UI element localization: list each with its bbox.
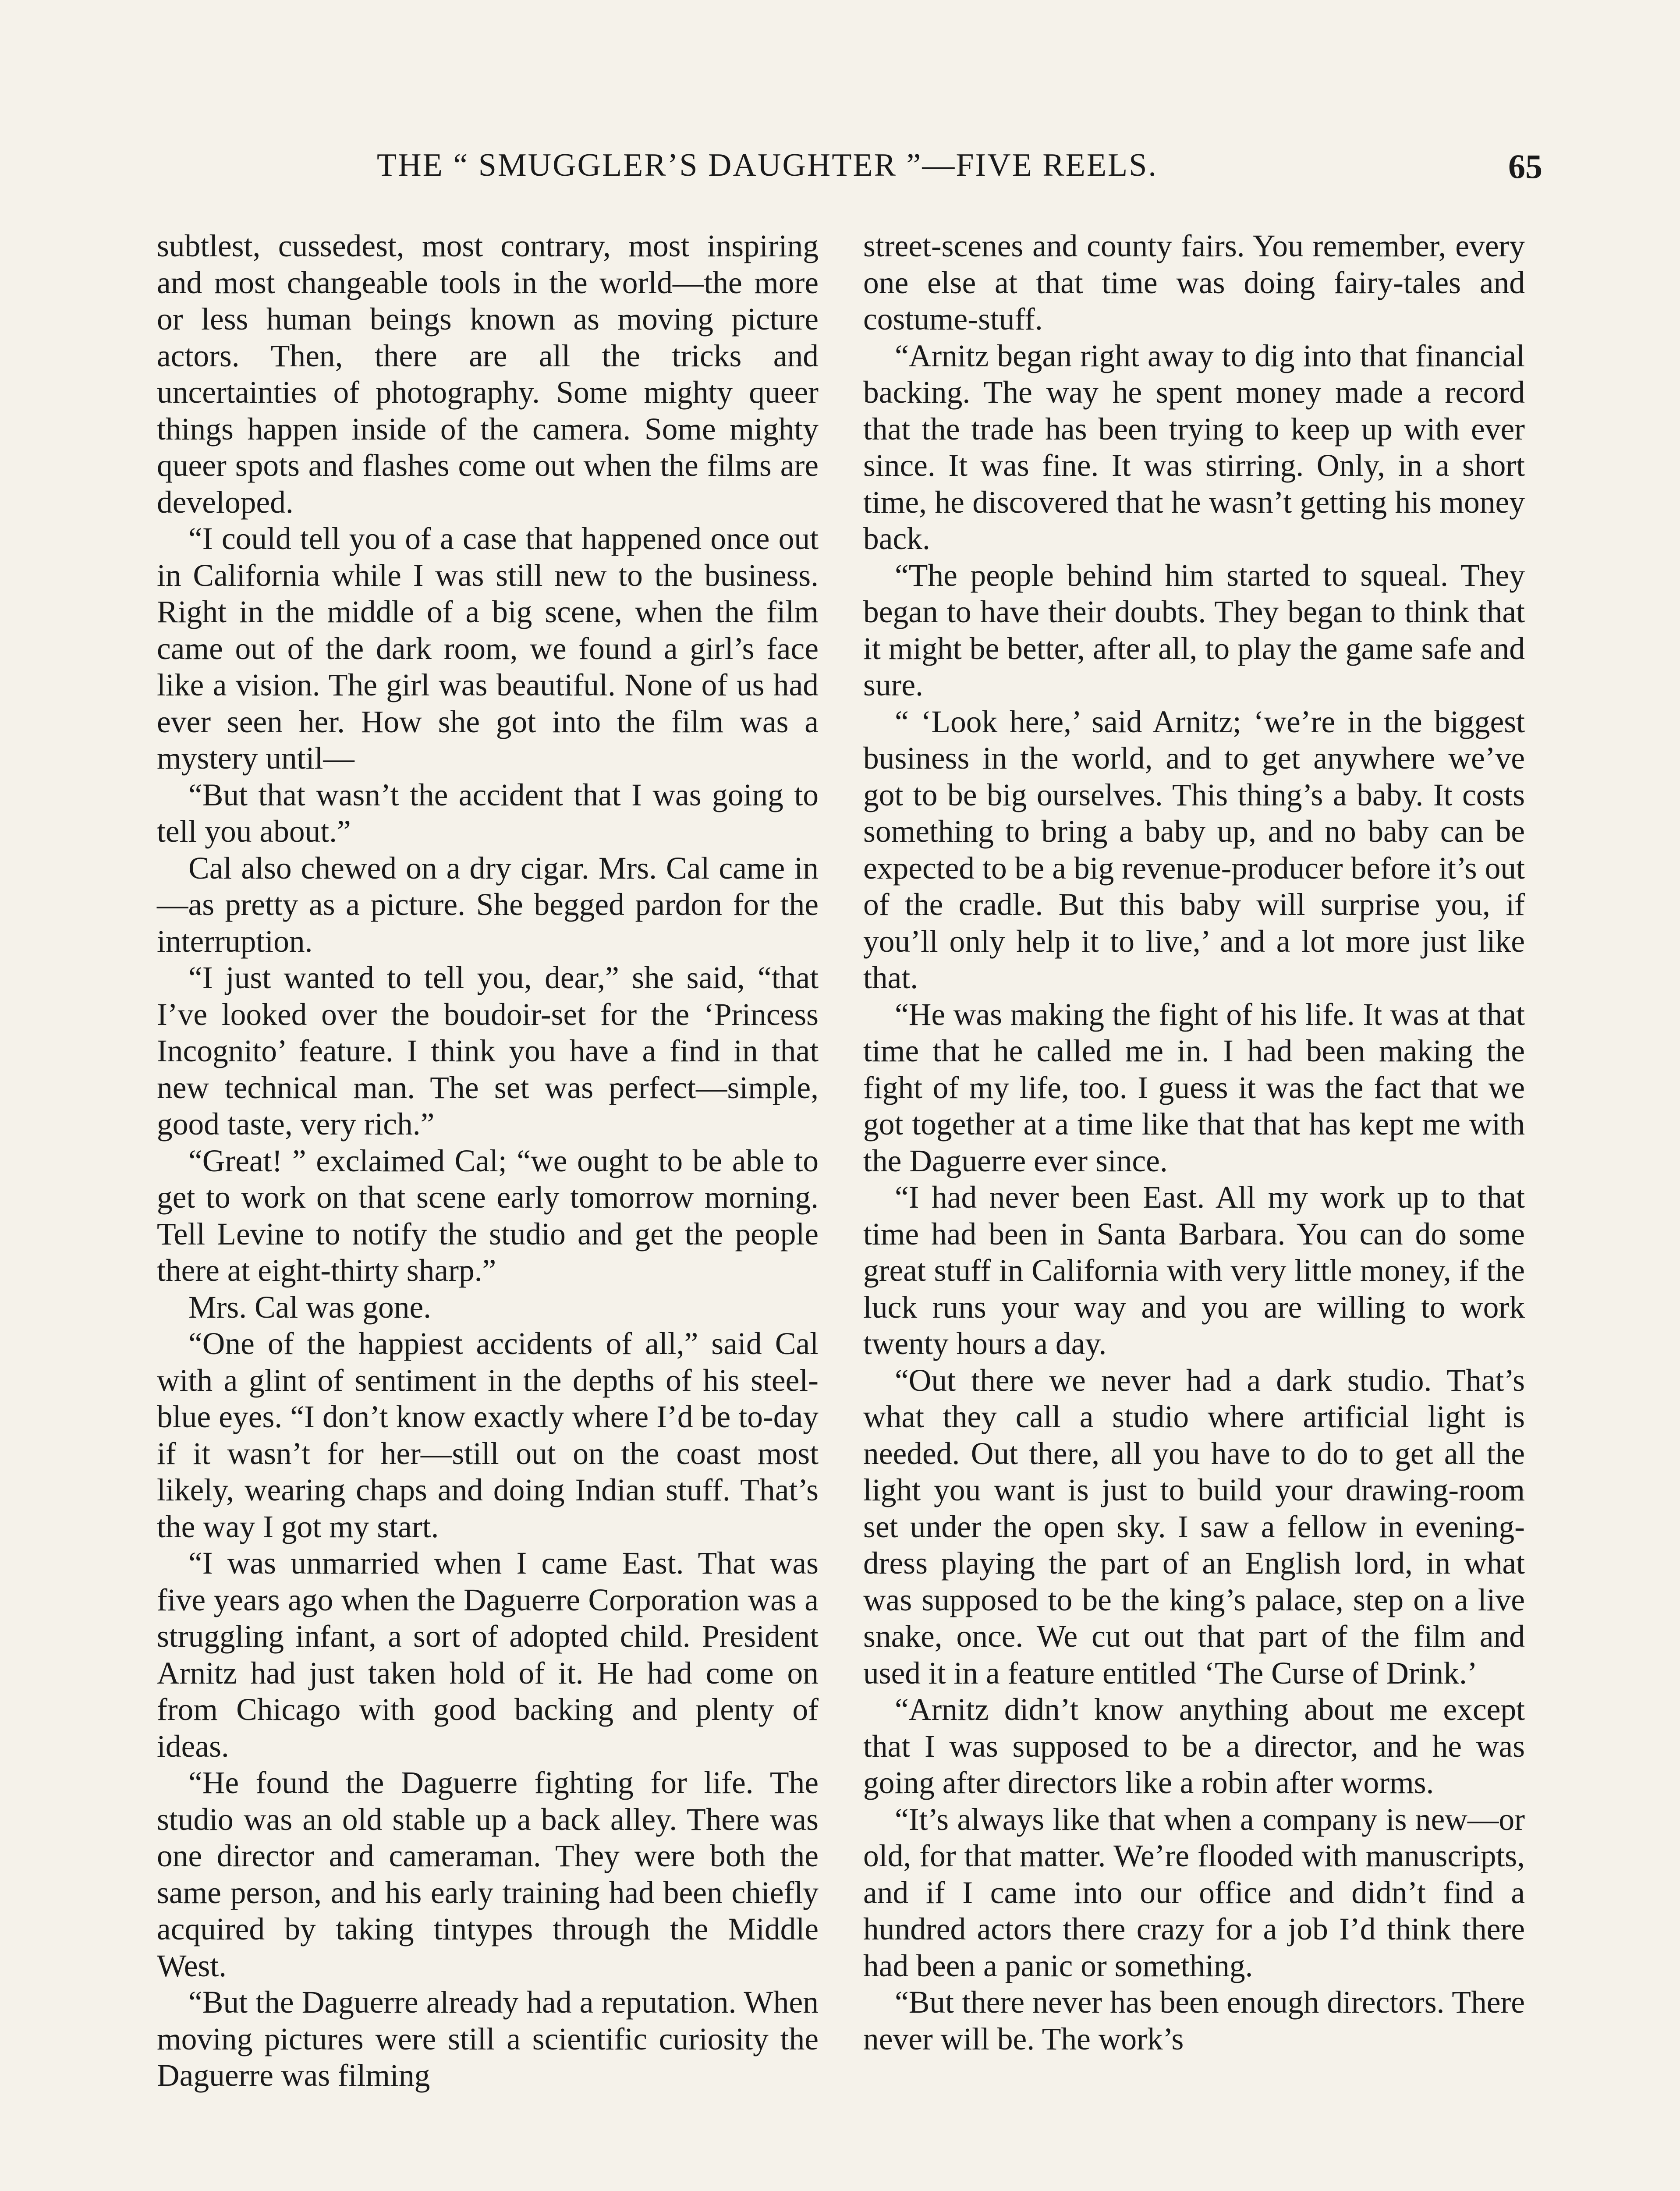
- paragraph: subtlest, cussedest, most contrary, most inspiring and most changeable tools in the world—the more or less human beings known as moving picture actors. Then, there are all the tricks and uncertainties of photography. Some mighty queer things happen inside of the camera. Some mighty queer spots and flashes come out when the films are developed.: [157, 229, 819, 520]
- running-head: [158, 147, 1542, 199]
- paragraph: street-scenes and county fairs. You remember, every one else at that time was doing fairy-tales and costume-stuff.: [863, 229, 1525, 337]
- paragraph: “He found the Daguerre fighting for life. The studio was an old stable up a back alley. There was one director and cameraman. They were both the same person, and his early training had been chiefly acquired by taking tintypes through the Middle West.: [157, 1766, 819, 1983]
- paragraph: “He was making the fight of his life. It was at that time that he called me in. I had been making the fight of my life, too. I guess it was the fact that we got together at a time like that that has kept me with the Daguerre ever since.: [863, 997, 1525, 1178]
- paragraph: “I had never been East. All my work up to that time had been in Santa Barbara. You can do some great stuff in California with very little money, if the luck runs your way and you are willing to work twenty hours a day.: [863, 1180, 1525, 1361]
- paragraph: “ ‘Look here,’ said Arnitz; ‘we’re in the biggest business in the world, and to get anywhere we’ve got to be big ourselves. This thing’s a baby. It costs something to bring a baby up, and no baby can be expected to be a big revenue-producer before it’s out of the cradle. But this baby will surprise you, if you’ll only help it to live,’ and a lot more just like that.: [863, 704, 1525, 995]
- right-column: [863, 228, 1525, 2057]
- paragraph: “I just wanted to tell you, dear,” she said, “that I’ve looked over the boudoir-set for the ‘Princess Incognito’ feature. I think you have a find in that new technical man. The set was perfect—simple, good taste, very rich.”: [157, 961, 819, 1142]
- paragraph: “Great! ” exclaimed Cal; “we ought to be able to get to work on that scene early tomorrow morning. Tell Levine to notify the studio and get the people there at eight-thirty sharp.”: [157, 1143, 819, 1288]
- left-column: [157, 228, 819, 2094]
- paragraph: “But the Daguerre already had a reputation. When moving pictures were still a scientific curiosity the Daguerre was filming: [157, 1985, 819, 2093]
- running-title: THE “ SMUGGLER’S DAUGHTER ”—FIVE REELS.: [377, 147, 1158, 183]
- paragraph: “Out there we never had a dark studio. That’s what they call a studio where artificial light is needed. Out there, all you have to do to get all the light you want is just to build your drawing-room set under the open sky. I saw a fellow in evening-dress playing the part of an English lord, in what was supposed to be the king’s palace, step on a live snake, once. We cut out that part of the film and used it in a feature entitled ‘The Curse of Drink.’: [863, 1363, 1525, 1691]
- paragraph: Cal also chewed on a dry cigar. Mrs. Cal came in—as pretty as a picture. She begged pardon for the interruption.: [157, 851, 819, 959]
- paragraph: Mrs. Cal was gone.: [188, 1290, 432, 1325]
- paragraph: “Arnitz didn’t know anything about me except that I was supposed to be a director, and he was going after directors like a robin after worms.: [863, 1692, 1525, 1800]
- paragraph: “I could tell you of a case that happened once out in California while I was still new to the business. Right in the middle of a big scene, when the film came out of the dark room, we found a girl’s face like a vision. The girl was beautiful. None of us had ever seen her. How she got into the film was a mystery until—: [157, 521, 819, 776]
- paragraph: “But that wasn’t the accident that I was going to tell you about.”: [157, 777, 819, 849]
- paragraph: “But there never has been enough directors. There never will be. The work’s: [863, 1985, 1525, 2056]
- paragraph: “One of the happiest accidents of all,” said Cal with a glint of sentiment in the depths of his steel-blue eyes. “I don’t know exactly where I’d be to-day if it wasn’t for her—still out on the coast most likely, wearing chaps and doing Indian stuff. That’s the way I got my start.: [157, 1326, 819, 1544]
- page-number: 65: [1508, 147, 1542, 185]
- paragraph: “It’s always like that when a company is new—or old, for that matter. We’re flooded with manuscripts, and if I came into our office and didn’t find a hundred actors there crazy for a job I’d think there had been a panic or something.: [863, 1802, 1525, 1983]
- paragraph: “I was unmarried when I came East. That was five years ago when the Daguerre Corporation was a struggling infant, a sort of adopted child. President Arnitz had just taken hold of it. He had come on from Chicago with good backing and plenty of ideas.: [157, 1546, 819, 1764]
- paragraph: “Arnitz began right away to dig into that financial backing. The way he spent money made a record that the trade has been trying to keep up with ever since. It was fine. It was stirring. Only, in a short time, he discovered that he wasn’t getting his money back.: [863, 338, 1525, 556]
- paragraph: “The people behind him started to squeal. They began to have their doubts. They began to think that it might be better, after all, to play the game safe and sure.: [863, 558, 1525, 702]
